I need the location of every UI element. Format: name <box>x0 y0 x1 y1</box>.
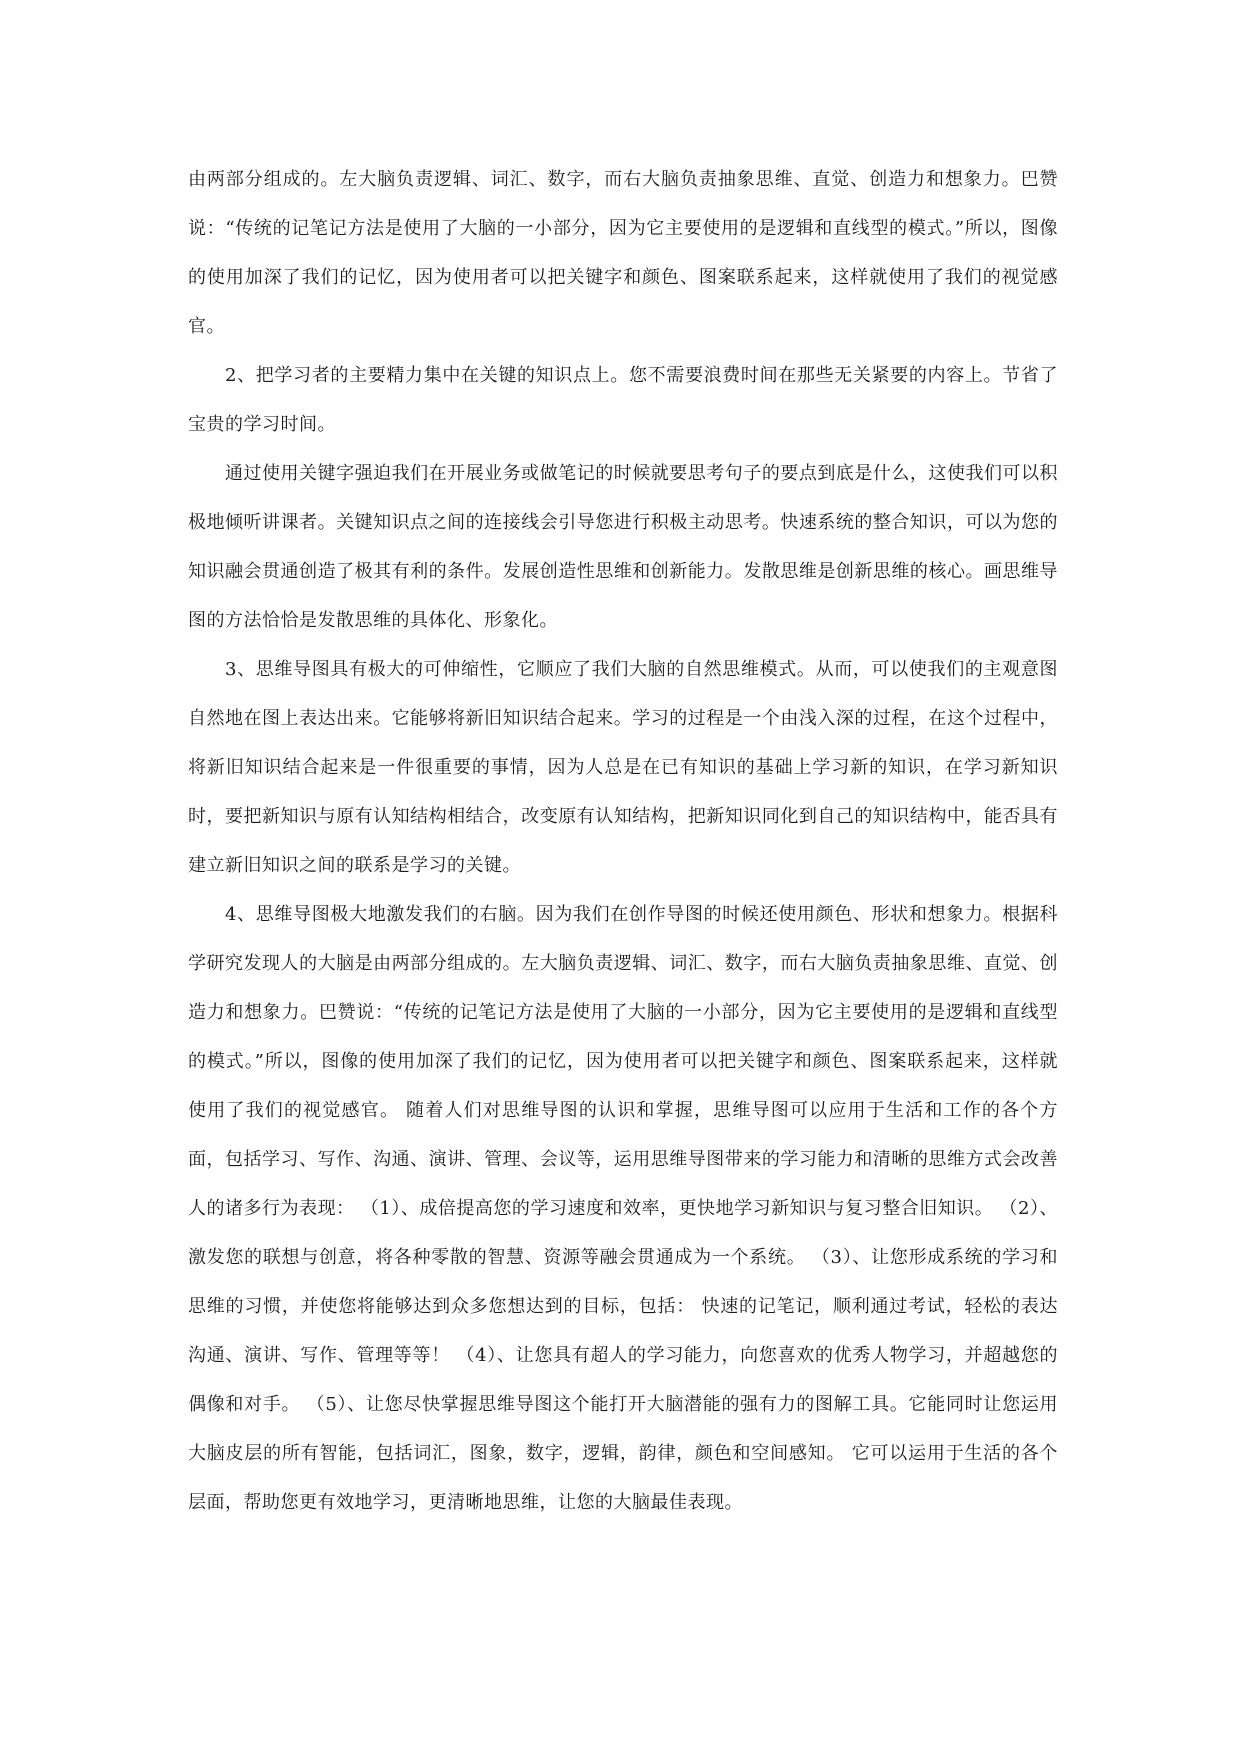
paragraph-3: 通过使用关键字强迫我们在开展业务或做笔记的时候就要思考句子的要点到底是什么，这使我们可以积极地倾听讲课者。关键知识点之间的连接线会引导您进行积极主动思考。快速系统的整合知识，可以为您的知识融会贯通创造了极其有利的条件。发展创造性思维和创新能力。发散思维是创新思维的核心。画思维导图的方法恰恰是发散思维的具体化、形象化。 <box>188 463 1058 631</box>
document-page <box>188 155 1058 1527</box>
paragraph-2: 2、把学习者的主要精力集中在关键的知识点上。您不需要浪费时间在那些无关紧要的内容上。节省了宝贵的学习时间。 <box>188 365 1058 435</box>
paragraph-1: 由两部分组成的。左大脑负责逻辑、词汇、数字，而右大脑负责抽象思维、直觉、创造力和想象力。巴赞说：“传统的记笔记方法是使用了大脑的一小部分，因为它主要使用的是逻辑和直线型的模式。”所以，图像的使用加深了我们的记忆，因为使用者可以把关键字和颜色、图案联系起来，这样就使用了我们的视觉感官。 <box>188 169 1058 337</box>
paragraph-5: 4、思维导图极大地激发我们的右脑。因为我们在创作导图的时候还使用颜色、形状和想象力。根据科学研究发现人的大脑是由两部分组成的。左大脑负责逻辑、词汇、数字，而右大脑负责抽象思维、直觉、创造力和想象力。巴赞说：“传统的记笔记方法是使用了大脑的一小部分，因为它主要使用的是逻辑和直线型的模式。”所以，图像的使用加深了我们的记忆，因为使用者可以把关键字和颜色、图案联系起来，这样就使用了我们的视觉感官。 随着人们对思维导图的认识和掌握，思维导图可以应用于生活和工作的各个方面，包括学习、写作、沟通、演讲、管理、会议等，运用思维导图带来的学习能力和清晰的思维方式会改善人的诸多行为表现： （1）、成倍提高您的学习速度和效率，更快地学习新知识与复习整合旧知识。 （2）、激发您的联想与创意，将各种零散的智慧、资源等融会贯通成为一个系统。 （3）、让您形成系统的学习和思维的习惯，并使您将能够达到众多您想达到的目标，包括： 快速的记笔记，顺利通过考试，轻松的表达沟通、演讲、写作、管理等等！ （4）、让您具有超人的学习能力，向您喜欢的优秀人物学习，并超越您的偶像和对手。 （5）、让您尽快掌握思维导图这个能打开大脑潜能的强有力的图解工具。它能同时让您运用大脑皮层的所有智能，包括词汇，图象，数字，逻辑，韵律，颜色和空间感知。 它可以运用于生活的各个层面，帮助您更有效地学习，更清晰地思维，让您的大脑最佳表现。 <box>188 904 1058 1513</box>
paragraph-4: 3、思维导图具有极大的可伸缩性，它顺应了我们大脑的自然思维模式。从而，可以使我们的主观意图自然地在图上表达出来。它能够将新旧知识结合起来。学习的过程是一个由浅入深的过程，在这个过程中，将新旧知识结合起来是一件很重要的事情，因为人总是在已有知识的基础上学习新的知识，在学习新知识时，要把新知识与原有认知结构相结合，改变原有认知结构，把新知识同化到自己的知识结构中，能否具有建立新旧知识之间的联系是学习的关键。 <box>188 659 1058 876</box>
